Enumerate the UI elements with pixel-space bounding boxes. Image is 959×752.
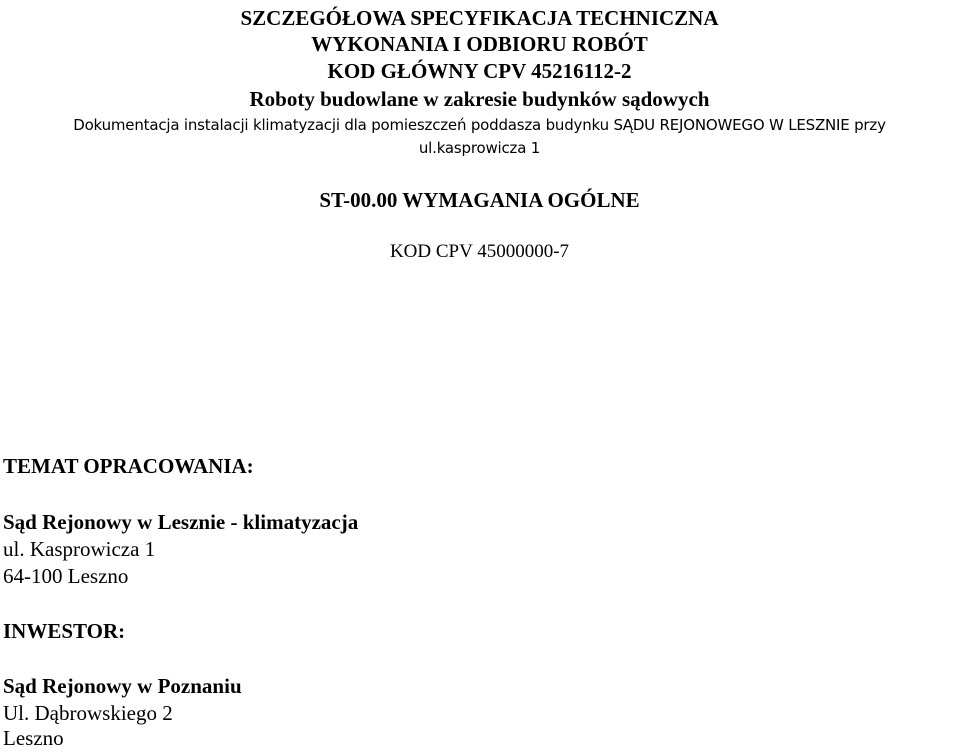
main-cpv-code: KOD GŁÓWNY CPV 45216112-2 [327, 59, 632, 83]
works-scope: Roboty budowlane w zakresie budynków sądowych [249, 87, 710, 111]
inwestor-street: Ul. Dąbrowskiego 2 [3, 701, 173, 725]
section-cpv-code: KOD CPV 45000000-7 [389, 241, 570, 262]
temat-name: Sąd Rejonowy w Lesznie - klimatyzacja [3, 510, 359, 534]
spec-title-line2: WYKONANIA I ODBIORU ROBÓT [311, 32, 648, 56]
inwestor-name: Sąd Rejonowy w Poznaniu [3, 674, 242, 698]
spec-title-line1: SZCZEGÓŁOWA SPECYFIKACJA TECHNICZNA [240, 6, 719, 30]
section-title: ST-00.00 WYMAGANIA OGÓLNE [319, 188, 640, 212]
inwestor-city: Leszno [3, 726, 64, 750]
temat-label: TEMAT OPRACOWANIA: [3, 454, 254, 478]
documentation-description: Dokumentacja instalacji klimatyzacji dla pomieszczeń poddasza budynku SĄDU REJONOWEGO W LESZNIE przy [73, 116, 886, 134]
documentation-address: ul.kasprowicza 1 [418, 139, 541, 157]
inwestor-label: INWESTOR: [3, 619, 126, 643]
temat-city: 64-100 Leszno [3, 564, 129, 588]
temat-street: ul. Kasprowicza 1 [3, 537, 156, 561]
